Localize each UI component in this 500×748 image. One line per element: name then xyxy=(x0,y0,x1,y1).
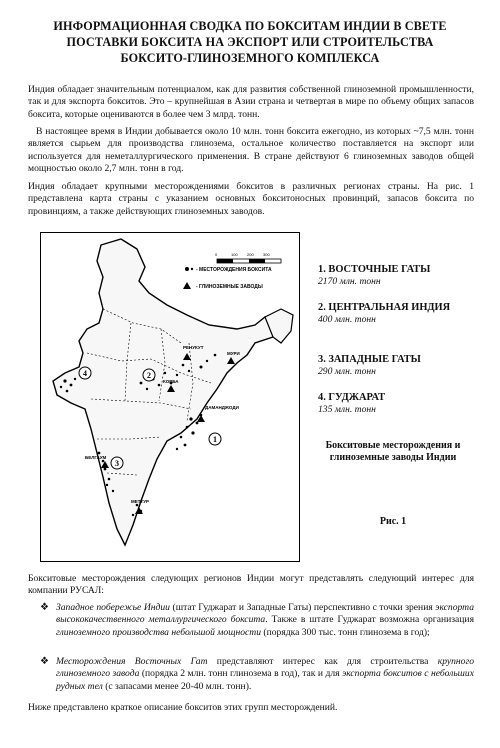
region-marker-1: 1 xyxy=(213,435,217,444)
region-3 xyxy=(318,354,468,378)
bullet-east-d: (порядка 2 млн. тонн глинозема в год), так и для xyxy=(139,668,343,680)
scale-tick-300: 300 xyxy=(263,252,270,257)
region-4-reserves: 135 млн. тонн xyxy=(318,404,376,415)
label-damanjodi: ДАМАНДЖОДИ xyxy=(205,405,239,410)
bullet-east-f: (с запасами менее 20-40 млн. тонн). xyxy=(102,680,252,692)
deposit-legend-icon xyxy=(185,267,189,271)
india-map xyxy=(41,233,298,560)
region-2-name: 2. ЦЕНТРАЛЬНАЯ ИНДИЯ xyxy=(318,302,451,313)
paragraph-intro: Индия обладает значительным потенциалом, как для развития собственной глиноземной промышленности, так и для экспорта бокситов. Это – крупнейшая в Азии страна и четвертая в мире по объему общих запасов боксита, которые оцениваются в более чем 3 млрд. тонн. xyxy=(28,84,474,120)
title-line-1: ИНФОРМАЦИОННАЯ СВОДКА ПО БОКСИТАМ ИНДИИ В СВЕТЕ xyxy=(53,19,447,33)
bullet-east-a: Месторождения Восточных Гат xyxy=(56,656,208,667)
bullet-east-e: экспорта бокситов с небольших рудных тел xyxy=(56,668,474,692)
bullet-item-east xyxy=(40,656,474,693)
region-4-name: 4. ГУДЖАРАТ xyxy=(318,392,386,403)
label-muri: МУРИ xyxy=(227,351,240,356)
title-line-3: БОКСИТО-ГЛИНОЗЕМНОГО КОМПЛЕКСА xyxy=(120,51,380,65)
label-mettur: МЕТТУР xyxy=(131,499,150,504)
label-korba: КОРБА xyxy=(163,379,179,384)
map-legend xyxy=(183,267,272,290)
bullet-west-a: Западное побережье Индии xyxy=(56,602,170,613)
paragraph-interest: Бокситовые месторождения следующих регионов Индии могут представлять следующий интерес для компании РУСАЛ: xyxy=(28,573,474,597)
bullet-west-c: экспорта высококачественного металлургического боксита xyxy=(56,602,475,626)
region-1 xyxy=(318,264,468,288)
bullet-diamond-icon: ❖ xyxy=(40,602,49,613)
region-marker-3: 3 xyxy=(115,459,119,468)
scale-tick-200: 200 xyxy=(247,252,254,257)
region-2-reserves: 400 млн. тонн xyxy=(318,314,376,325)
scale-tick-0: 0 xyxy=(215,252,218,257)
label-renukut: РЕНУКУТ xyxy=(183,345,204,350)
paragraph-closing: Ниже представлено краткое описание бокситов этих групп месторождений. xyxy=(28,702,338,713)
region-3-name: 3. ЗАПАДНЫЕ ГАТЫ xyxy=(318,354,421,365)
paragraph-production: В настоящее время в Индии добывается около 10 млн. тонн боксита ежегодно, из которых ~7,5 млн. тонн является сырьем для производства глинозема, остальное количество поставляется на экспорт или используется для неметаллургического применения. В стране действуют 6 глиноземных заводов общей мощностью около 2,7 млн. тонн в год. xyxy=(28,126,474,175)
bullet-west-d: . Также в штате Гуджарат возможна организация xyxy=(265,614,474,626)
bullet-west-b: (штат Гуджарат и Западные Гаты) перспективно с точки зрения xyxy=(169,602,436,613)
figure-caption: Бокситовые месторождения и глиноземные заводы Индии xyxy=(325,440,461,463)
region-marker-2: 2 xyxy=(147,371,151,380)
paragraph-deposits: Индия обладает крупными месторождениями бокситов в различных регионах страны. На рис. 1 представлена карта страны с указанием основных бокситоносных провинций, запасов боксита по провинциям, а также действующих глиноземных заводов. xyxy=(28,181,474,217)
bullet-east-b: представляют интерес как для строительства xyxy=(207,656,438,667)
bullet-item-west xyxy=(40,602,474,639)
region-3-reserves: 290 млн. тонн xyxy=(318,366,376,377)
india-map-frame xyxy=(40,232,300,562)
region-marker-4: 4 xyxy=(83,369,87,378)
bullet-diamond-icon: ❖ xyxy=(40,656,49,667)
region-1-reserves: 2170 млн. тонн xyxy=(318,276,381,287)
figure-number: Рис. 1 xyxy=(379,516,407,527)
title-line-2: ПОСТАВКИ БОКСИТА НА ЭКСПОРТ ИЛИ СТРОИТЕЛЬСТВА xyxy=(66,35,434,49)
label-belgaum: БЕЛГАУМ xyxy=(85,455,107,460)
legend-deposits-label: - МЕСТОРОЖДЕНИЯ БОКСИТА xyxy=(196,267,272,273)
scale-bar xyxy=(215,252,281,263)
scale-tick-100: 100 xyxy=(231,252,238,257)
bullet-east-c: крупного глиноземного завода xyxy=(56,656,475,680)
legend-plants-label: - ГЛИНОЗЕМНЫЕ ЗАВОДЫ xyxy=(196,284,263,290)
bullet-west-f: (порядка 300 тыс. тонн глинозема в год); xyxy=(261,626,430,638)
bullet-west-e: глиноземного производства небольшой мощности xyxy=(56,626,262,638)
plant-legend-icon xyxy=(183,282,191,289)
region-4 xyxy=(318,392,468,416)
region-1-name: 1. ВОСТОЧНЫЕ ГАТЫ xyxy=(318,264,431,275)
document-title xyxy=(30,18,470,66)
region-2 xyxy=(318,302,468,326)
